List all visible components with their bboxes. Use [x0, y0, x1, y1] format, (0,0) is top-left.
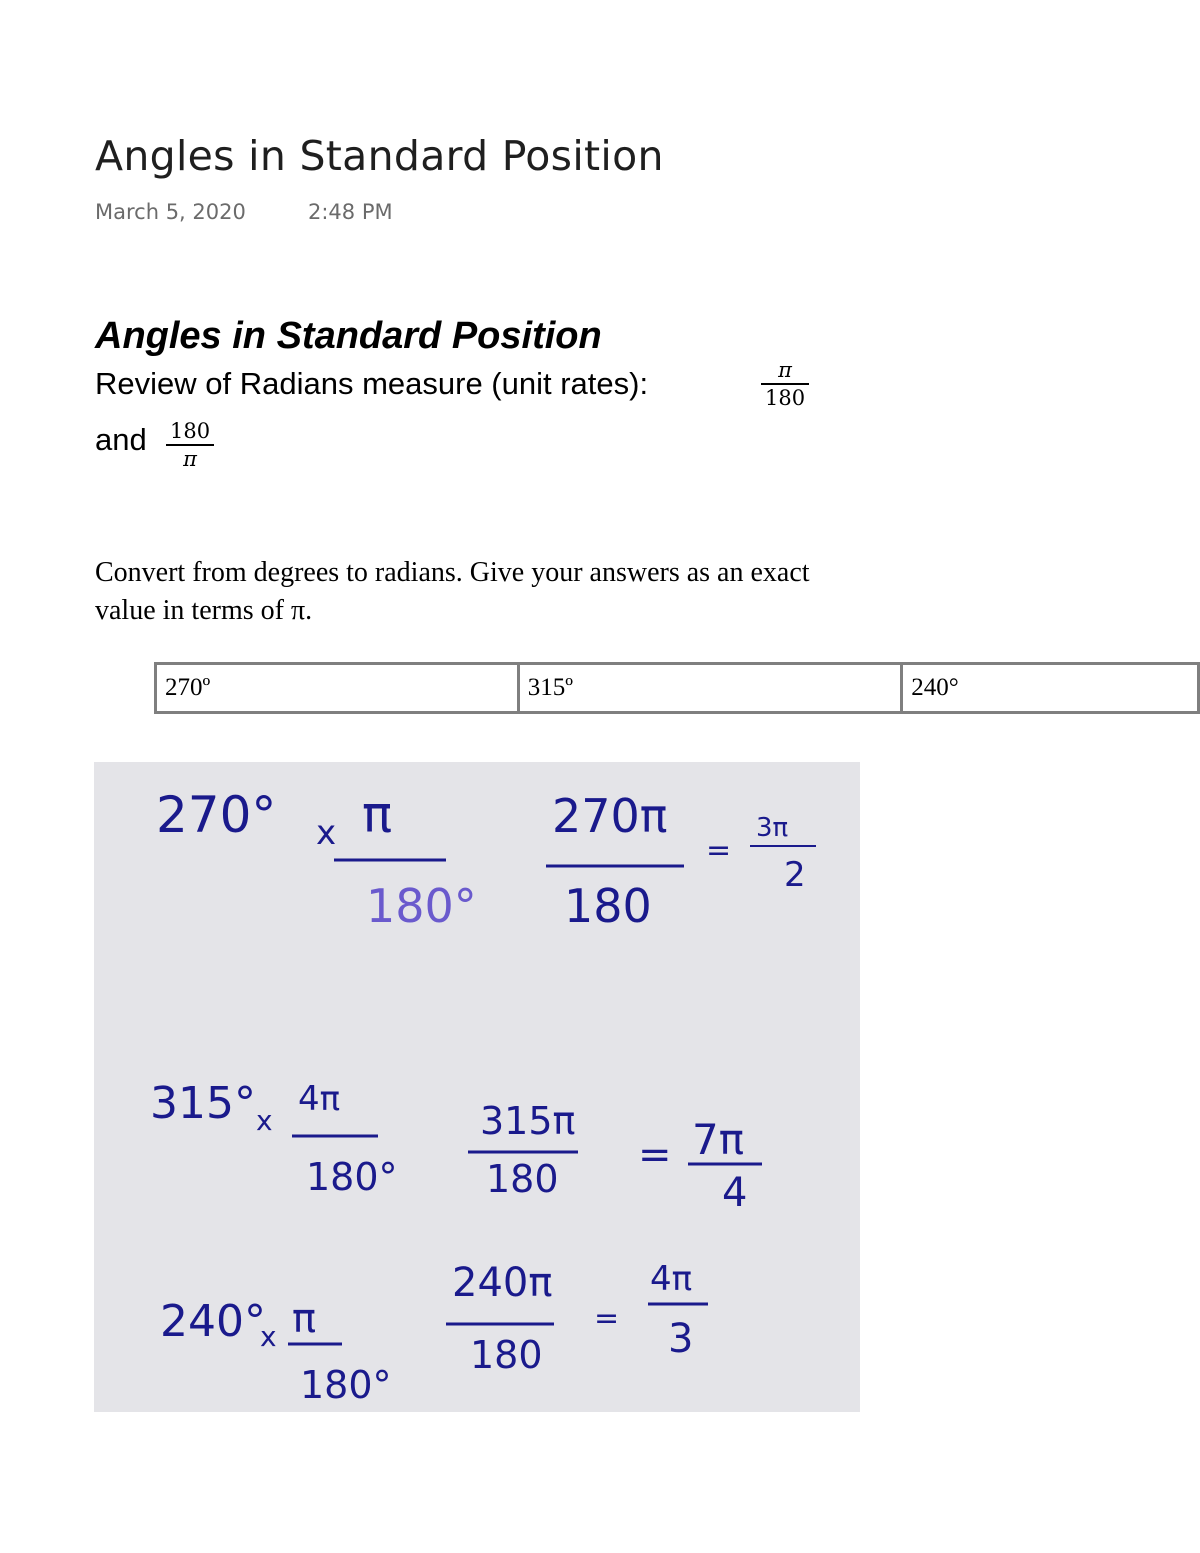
table-cell-270: 270º: [156, 664, 519, 713]
row1-answer-denominator: 2: [784, 855, 806, 895]
row1-degrees: 270°: [156, 786, 277, 844]
review-text: Review of Radians measure (unit rates):: [95, 366, 649, 401]
section-heading: Angles in Standard Position: [95, 315, 602, 357]
row1-pi: π: [362, 786, 393, 844]
row2-answer-numerator: 7π: [692, 1115, 745, 1164]
row3-step-denominator: 180: [470, 1333, 543, 1377]
row1-answer-numerator: 3π: [756, 813, 789, 843]
fraction-numerator: π: [778, 358, 792, 382]
row2-degrees: 315°: [150, 1078, 256, 1129]
note-date: March 5, 2020: [95, 200, 246, 224]
rate-fraction-pi-over-180: [761, 357, 809, 411]
handwriting-canvas: [94, 762, 860, 1412]
fraction-denominator: π: [183, 447, 197, 471]
row3-times: x: [260, 1320, 277, 1353]
and-text: and: [95, 422, 147, 457]
table-row: [156, 664, 1199, 713]
row1-equals: =: [706, 833, 732, 868]
row3-degrees: 240°: [160, 1296, 266, 1347]
row3-step-numerator: 240π: [452, 1260, 553, 1306]
row2-equals: =: [638, 1132, 672, 1178]
fraction-denominator: 180: [765, 386, 806, 410]
row3-denominator-1: 180°: [300, 1363, 392, 1407]
row1-denominator-1: 180°: [366, 879, 477, 933]
row1-times: x: [316, 813, 337, 853]
row1-step-denominator: 180: [564, 879, 652, 933]
row2-times: x: [256, 1104, 273, 1137]
row3-pi: π: [292, 1296, 317, 1342]
instructions: Convert from degrees to radians. Give your answers as an exact value in terms of π.: [95, 557, 810, 626]
row2-step-denominator: 180: [486, 1157, 559, 1201]
table-cell-315: 315º: [518, 664, 901, 713]
table-cell-240: 240°: [902, 664, 1199, 713]
row2-answer-denominator: 4: [722, 1170, 748, 1216]
row1-step-numerator: 270π: [552, 789, 668, 843]
row3-answer-numerator: 4π: [650, 1259, 693, 1299]
note-time: 2:48 PM: [308, 200, 393, 224]
row2-denominator-1: 180°: [306, 1155, 398, 1199]
page-title: Angles in Standard Position: [95, 132, 664, 180]
row3-answer-denominator: 3: [668, 1316, 694, 1362]
row2-step-numerator: 315π: [480, 1099, 576, 1143]
handwritten-work-image: [94, 762, 860, 1412]
fraction-numerator: 180: [170, 419, 211, 443]
row3-equals: =: [594, 1301, 620, 1336]
angle-table: [154, 662, 1200, 714]
rate-fraction-180-over-pi: [166, 418, 214, 472]
row2-pi: 4π: [298, 1079, 341, 1119]
